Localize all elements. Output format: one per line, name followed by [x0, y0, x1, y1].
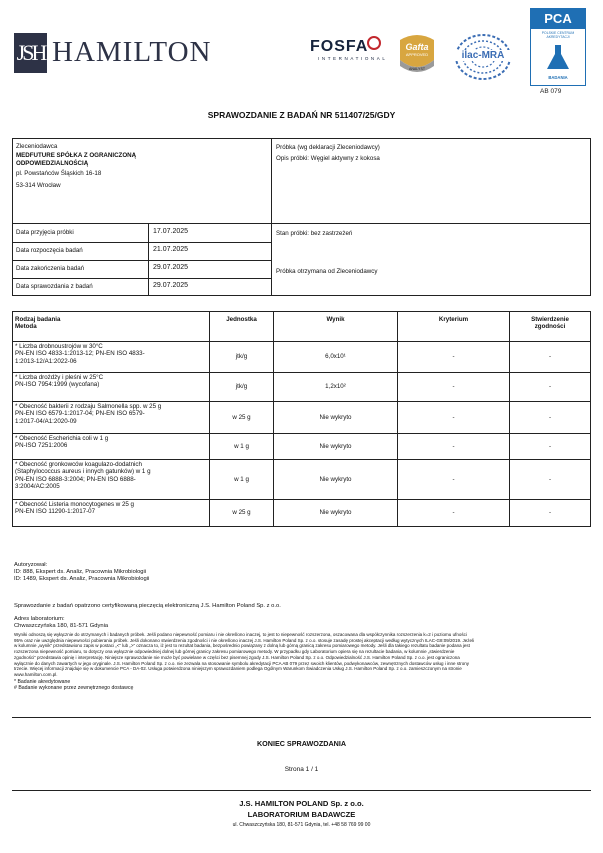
sample-description: Opis próbki: Węgiel aktywny z kokosa: [276, 155, 380, 162]
legal-line: zgodności” przedstawia opinię i interpretację. Niniejsze sprawozdanie nie może być powielane w części bez pisemnej zgody J.S. Hamilton Poland Sp. z o.o. Odpowiedzialność J.S. Hamilton Poland Sp. z o.o. jest ograniczona: [14, 654, 460, 660]
header-criterion: Kryterium: [398, 312, 510, 342]
row-unit: w 1 g: [210, 434, 274, 460]
gafta-logo: [396, 30, 438, 75]
results-table: [12, 311, 591, 527]
row-result: 6,0x10¹: [274, 342, 398, 373]
header-compliance: Stwierdzenie zgodności: [510, 312, 591, 342]
table-row: [13, 500, 591, 527]
footnote-accredited: * Badanie akredytowane: [14, 678, 71, 685]
client-name-line2: ODPOWIEDZIALNOŚCIĄ: [16, 160, 89, 167]
row-parameter: * Liczba drożdży i pleśni w 25°C PN-ISO 7954:1999 (wycofana): [13, 373, 210, 402]
legal-line: w kolumnie „wynik” przedstawiono zapis w postaci „<” lub „>” oznacza to, iż jest to rezultat badania, bezpośrednio powiązany z dolną lub górną granicą zakresu pomiarowego metody. Jeśli dla takiego rezultatu badanie podana jest: [14, 643, 470, 649]
authorized-line1: ID: 888, Ekspert ds. Analiz, Pracownia Mikrobiologii: [14, 569, 147, 575]
row-result: Nie wykryto: [274, 460, 398, 500]
legal-line: Wyniki odnoszą się wyłącznie do otrzymanych i badanych próbek. Jeśli podano niepewność pomiaru i nie określono inaczej, to jest to niepewność rozszerzona, oszacowana dla współczynnika rozszerzenia k=2 i poziomu ufności: [14, 632, 467, 637]
row-compliance: -: [510, 402, 591, 434]
legal-line: www.hamilton.com.pl.: [14, 671, 58, 677]
row-criterion: -: [398, 373, 510, 402]
sample-received-from: Próbka otrzymana od Zleceniodawcy: [276, 268, 378, 275]
date-received-value: 17.07.2025: [153, 228, 189, 235]
table-row: [13, 460, 591, 500]
header-result: Wynik: [274, 312, 398, 342]
client-heading: Zleceniodawca: [16, 143, 58, 150]
hamilton-logo-monogram: JSH: [14, 33, 47, 73]
legal-disclaimer: [14, 632, 592, 692]
lab-address-line: Chwaszczyńska 180, 81-571 Gdynia: [14, 623, 109, 629]
table-header-row: [13, 312, 591, 342]
legal-line: trzecie. Więcej informacji znajduje się w dokumencie PCA - DA-02. Usługa potwierdzona niniejszym sprawozdaniem podlega Ogólnym Warunkom Świadczenia Usług J.S. Hamilton Poland Sp. z o.o. zamieszczonym na stronie: [14, 666, 462, 672]
row-unit: jtk/g: [210, 373, 274, 402]
row-criterion: -: [398, 500, 510, 527]
row-parameter: * Obecność Listeria monocytogenes w 25 g PN-EN ISO 11290-1:2017-07: [13, 500, 210, 527]
client-name-line1: MEDFUTURE SPÓŁKA Z OGRANICZONĄ: [16, 152, 137, 159]
legal-line: wyłącznie do danych zawartych w jego oryginale. J.S. Hamilton Poland Sp. z o.o. nie zezwala na stosowanie symbolu akredytacji PCA AB 079 przez swoich klientów, podwykonawców, zewnętrznych dostawców usług i inne strony: [14, 660, 469, 666]
table-row: [13, 373, 591, 402]
page-info: Strona 1 / 1: [284, 766, 319, 773]
row-compliance: -: [510, 460, 591, 500]
table-row: [13, 342, 591, 373]
client-street: pl. Powstańców Śląskich 16-18: [16, 170, 102, 177]
footer-address: ul. Chwaszczyńska 180, 81-571 Gdynia, tel. +48 58 769 99 00: [232, 822, 371, 828]
authorized-line2: ID: 1489, Ekspert ds. Analiz, Pracownia Mikrobiologii: [14, 576, 150, 582]
legal-line: rozszerzona niepewność pomiaru, to dotyczy ona wyłącznie odpowiedniej dolnej lub górnej granicy zakresu pomiarowego metody. W przypadku gdy Laboratorium opiera się na rezultacie badania, w kolumnie „stwierdzenie: [14, 649, 455, 655]
date-report-value: 29.07.2025: [153, 282, 189, 289]
row-result: Nie wykryto: [274, 402, 398, 434]
fosfa-globe-icon: [367, 36, 381, 50]
footer-divider: [12, 790, 591, 791]
authorized-heading: Autoryzował:: [14, 562, 48, 568]
gafta-logo-name: Gafta: [405, 42, 429, 52]
row-compliance: -: [510, 373, 591, 402]
date-start-label: Data rozpoczęcia badań: [16, 247, 83, 254]
row-result: Nie wykryto: [274, 500, 398, 527]
lab-address-block: [14, 616, 108, 630]
ilac-mra-logo: [453, 32, 513, 82]
footnote-external: # Badanie wykonane przez zewnętrznego dostawcę: [14, 685, 134, 692]
row-parameter: * Obecność gronkowców koagulazo-dodatnich (Staphylococcus aureus i innych gatunków) w 1 g PN-EN ISO 6888-3:2004; PN-EN ISO 6888- 3:2004/AC:2005: [13, 460, 210, 500]
date-report-label: Data sprawozdania z badań: [16, 283, 93, 290]
row-unit: w 25 g: [210, 500, 274, 527]
report-title: SPRAWOZDANIE Z BADAŃ NR 511407/25/GDY: [207, 110, 396, 120]
date-received-label: Data przyjęcia próbki: [16, 229, 74, 236]
gafta-logo-analyst: ANALYST: [408, 67, 426, 71]
date-end-value: 29.07.2025: [153, 264, 189, 271]
row-compliance: -: [510, 434, 591, 460]
fosfa-logo: FOSFA: [310, 38, 369, 55]
hamilton-logo-name: HAMILTON: [52, 36, 212, 68]
row-unit: w 1 g: [210, 460, 274, 500]
lab-address-heading: Adres laboratorium:: [14, 616, 65, 622]
row-parameter: * Obecność Escherichia coli w 1 g PN-ISO 7251:2006: [13, 434, 210, 460]
row-result: Nie wykryto: [274, 434, 398, 460]
end-of-report: KONIEC SPRAWOZDANIA: [256, 739, 347, 748]
pca-logo-name: PCA: [531, 9, 585, 29]
row-parameter: * Liczba drobnoustrojów w 30°C PN-EN ISO 4833-1:2013-12; PN-EN ISO 4833- 1:2013-12/A1:2022-06: [13, 342, 210, 373]
ilac-mra-logo-name: ilac-MRA: [455, 50, 511, 61]
sample-label: Próbka (wg deklaracji Zleceniodawcy): [276, 144, 380, 151]
fosfa-logo-subtitle: INTERNATIONAL: [318, 56, 388, 61]
gafta-logo-approved: APPROVED: [405, 52, 429, 57]
row-criterion: -: [398, 342, 510, 373]
sample-state: Stan próbki: bez zastrzeżeń: [276, 230, 353, 237]
authorized-block: [14, 562, 149, 583]
flask-icon: [546, 45, 570, 71]
table-row: [13, 434, 591, 460]
row-unit: w 25 g: [210, 402, 274, 434]
row-criterion: -: [398, 402, 510, 434]
section-divider: [12, 717, 591, 718]
pca-logo-badania: BADANIA: [548, 75, 568, 80]
row-compliance: -: [510, 342, 591, 373]
date-end-label: Data zakończenia badań: [16, 265, 85, 272]
legal-line: 95% oraz nie uwzględnia niepewności pobierania próbek. Jeśli dokonano stwierdzenia zgodności i nie określono inaczej J.S. Hamilton Poland Sp. z o.o. stosuje zasadę prostej akceptacji według wytycznych ILAC-G8:09/2019. Jeżeli: [14, 637, 475, 643]
header-unit: Jednostka: [210, 312, 274, 342]
row-compliance: -: [510, 500, 591, 527]
row-result: 1,2x10²: [274, 373, 398, 402]
pca-logo-subtitle: POLSKIE CENTRUM AKREDYTACJI: [541, 31, 575, 39]
footer-company: J.S. HAMILTON POLAND Sp. z o.o.: [239, 799, 364, 808]
table-row: [13, 402, 591, 434]
client-city: 53-314 Wrocław: [16, 182, 61, 189]
row-parameter: * Obecność bakterii z rodzaju Salmonella spp. w 25 g PN-EN ISO 6579-1:2017-04; PN-EN ISO 6579- 1:2017-04/A1:2020-09: [13, 402, 210, 434]
footer-lab: LABORATORIUM BADAWCZE: [247, 810, 356, 819]
pca-accreditation-logo: [530, 8, 586, 86]
signature-note: Sprawozdanie z badań opatrzono certyfikowaną pieczęcią elektroniczną J.S. Hamilton Poland Sp. z o.o.: [14, 603, 281, 609]
row-unit: jtk/g: [210, 342, 274, 373]
pca-accreditation-number: AB 079: [540, 88, 562, 95]
header-parameter: Rodzaj badania Metoda: [13, 312, 210, 342]
row-criterion: -: [398, 460, 510, 500]
date-start-value: 21.07.2025: [153, 246, 189, 253]
row-criterion: -: [398, 434, 510, 460]
